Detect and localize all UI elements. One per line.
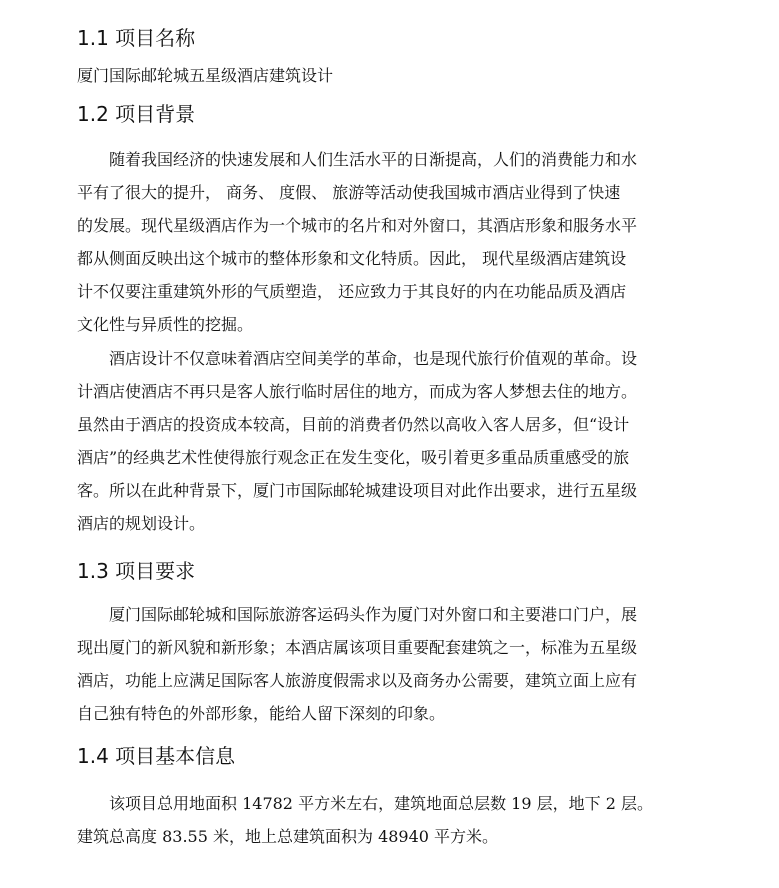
background-p2-line5: 客。所以在此种背景下，厦门市国际邮轮城建设项目对此作出要求，进行五星级 — [77, 481, 638, 500]
background-p2-line1: 酒店设计不仅意味着酒店空间美学的革命，也是现代旅行价值观的革命。设 — [109, 349, 638, 368]
background-p2-line3: 虽然由于酒店的投资成本较高，目前的消费者仍然以高收入客人居多，但“设计 — [77, 415, 630, 434]
heading-project-basic-info: 1.4 项目基本信息 — [77, 744, 236, 768]
background-p2-line6: 酒店的规划设计。 — [77, 514, 206, 533]
background-p1-line3: 的发展。现代星级酒店作为一个城市的名片和对外窗口，其酒店形象和服务水平 — [77, 216, 638, 235]
basic-info-line2: 建筑总高度 83.55 米，地上总建筑面积为 48940 平方米。 — [77, 827, 499, 846]
background-p1-line4: 都从侧面反映出这个城市的整体形象和文化特质。因此， 现代星级酒店建筑设 — [77, 249, 627, 268]
background-p1-line2: 平有了很大的提升， 商务、 度假、 旅游等活动使我国城市酒店业得到了快速 — [77, 183, 621, 202]
heading-project-background: 1.2 项目背景 — [77, 102, 196, 126]
background-p1-line5: 计不仅要注重建筑外形的气质塑造， 还应致力于其良好的内在功能品质及酒店 — [77, 282, 627, 301]
background-p1-line6: 文化性与异质性的挖掘。 — [77, 315, 254, 334]
background-p2-line4: 酒店”的经典艺术性使得旅行观念正在发生变化，吸引着更多重品质重感受的旅 — [77, 448, 630, 467]
background-p2-line2: 计酒店使酒店不再只是客人旅行临时居住的地方，而成为客人梦想去住的地方。 — [77, 382, 638, 401]
requirements-line1: 厦门国际邮轮城和国际旅游客运码头作为厦门对外窗口和主要港口门户，展 — [109, 605, 638, 624]
project-name-text: 厦门国际邮轮城五星级酒店建筑设计 — [77, 66, 334, 85]
heading-project-name: 1.1 项目名称 — [77, 26, 196, 50]
background-p1-line1: 随着我国经济的快速发展和人们生活水平的日渐提高，人们的消费能力和水 — [109, 150, 638, 169]
heading-project-requirements: 1.3 项目要求 — [77, 559, 196, 583]
requirements-line4: 自己独有特色的外部形象，能给人留下深刻的印象。 — [77, 704, 446, 723]
basic-info-line1: 该项目总用地面积 14782 平方米左右，建筑地面总层数 19 层，地下 2 层。 — [109, 794, 653, 813]
requirements-line2: 现出厦门的新风貌和新形象；本酒店属该项目重要配套建筑之一，标准为五星级 — [77, 638, 638, 657]
requirements-line3: 酒店，功能上应满足国际客人旅游度假需求以及商务办公需要，建筑立面上应有 — [77, 671, 638, 690]
